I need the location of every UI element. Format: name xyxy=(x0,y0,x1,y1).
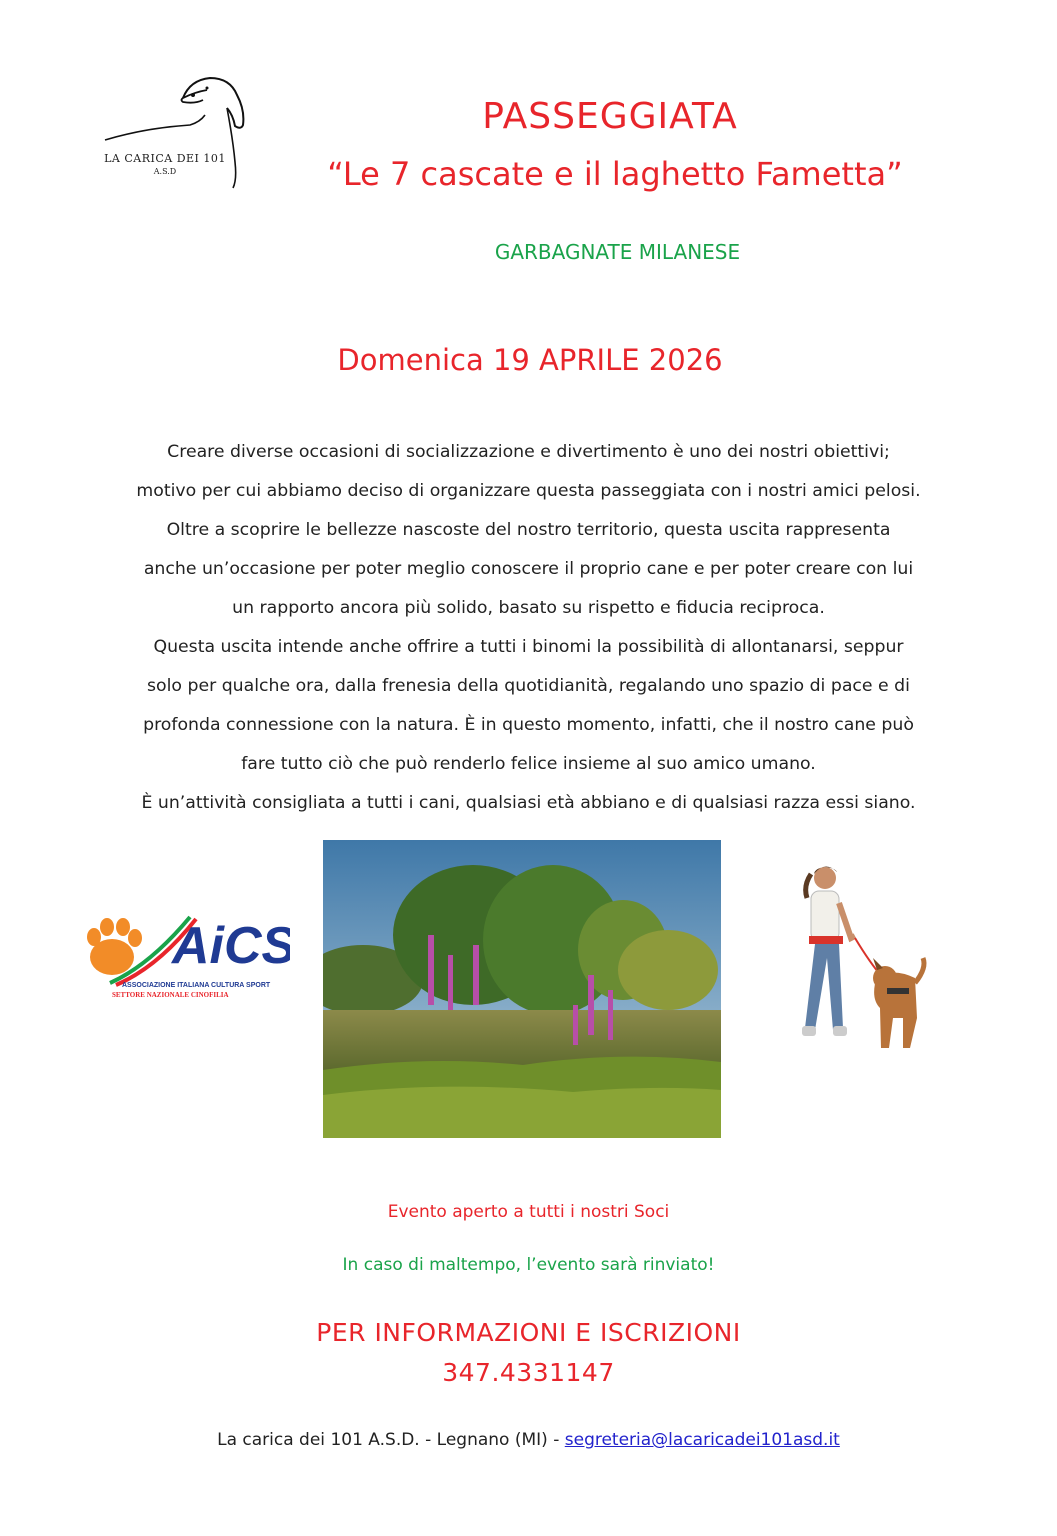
logo-name: LA CARICA DEI 101 xyxy=(104,152,226,165)
description-line: motivo per cui abbiamo deciso di organizzare questa passeggiata con i nostri amici pelosi. xyxy=(136,481,921,501)
description-line: È un’attività consigliata a tutti i cani, qualsiasi età abbiano e di qualsiasi razza essi siano. xyxy=(141,793,916,813)
logo-subtitle: A.S.D xyxy=(153,167,177,176)
description-line: Oltre a scoprire le bellezze nascoste del nostro territorio, questa uscita rappresenta xyxy=(166,520,891,540)
weather-note: In caso di maltempo, l’evento sarà rinviato! xyxy=(342,1255,715,1275)
club-logo xyxy=(95,70,270,200)
description-line: anche un’occasione per poter meglio conoscere il proprio cane e per poter creare con lui xyxy=(143,559,914,579)
event-location: GARBAGNATE MILANESE xyxy=(494,240,741,264)
description-line: Creare diverse occasioni di socializzazione e divertimento è uno dei nostri obiettivi; xyxy=(167,442,890,462)
aics-logo xyxy=(80,905,290,1005)
info-heading: PER INFORMAZIONI E ISCRIZIONI xyxy=(316,1318,741,1347)
description-line: un rapporto ancora più solido, basato su rispetto e fiducia reciproca. xyxy=(232,598,825,618)
footer-text: La carica dei 101 A.S.D. - Legnano (MI) - xyxy=(217,1430,565,1450)
description-line: solo per qualche ora, dalla frenesia della quotidianità, regalando uno spazio di pace e di xyxy=(147,676,910,696)
event-title: PASSEGGIATA xyxy=(482,96,738,137)
woman-walking-dog-illustration xyxy=(785,858,935,1058)
footer xyxy=(80,1430,977,1450)
email-link[interactable]: segreteria@lacaricadei101asd.it xyxy=(564,1430,840,1450)
description-line: Questa uscita intende anche offrire a tutti i binomi la possibilità di allontanarsi, seppur xyxy=(153,637,904,657)
paw-icon xyxy=(87,918,142,975)
event-description xyxy=(60,433,997,823)
description-line: profonda connessione con la natura. È in questo momento, infatti, che il nostro cane può xyxy=(143,715,914,735)
aics-line2: SETTORE NAZIONALE CINOFILIA xyxy=(112,991,229,999)
description-line: fare tutto ciò che può renderlo felice insieme al suo amico umano. xyxy=(241,754,816,774)
event-date: Domenica 19 APRILE 2026 xyxy=(337,343,723,377)
lake-photo xyxy=(323,840,721,1138)
phone-number: 347.4331147 xyxy=(442,1358,615,1387)
event-subtitle: “Le 7 cascate e il laghetto Fametta” xyxy=(327,155,903,193)
aics-text: AiCS xyxy=(172,917,290,975)
open-event-note: Evento aperto a tutti i nostri Soci xyxy=(387,1202,670,1222)
aics-line1: ASSOCIAZIONE ITALIANA CULTURA SPORT xyxy=(122,982,271,989)
dog-outline-icon xyxy=(95,70,270,200)
